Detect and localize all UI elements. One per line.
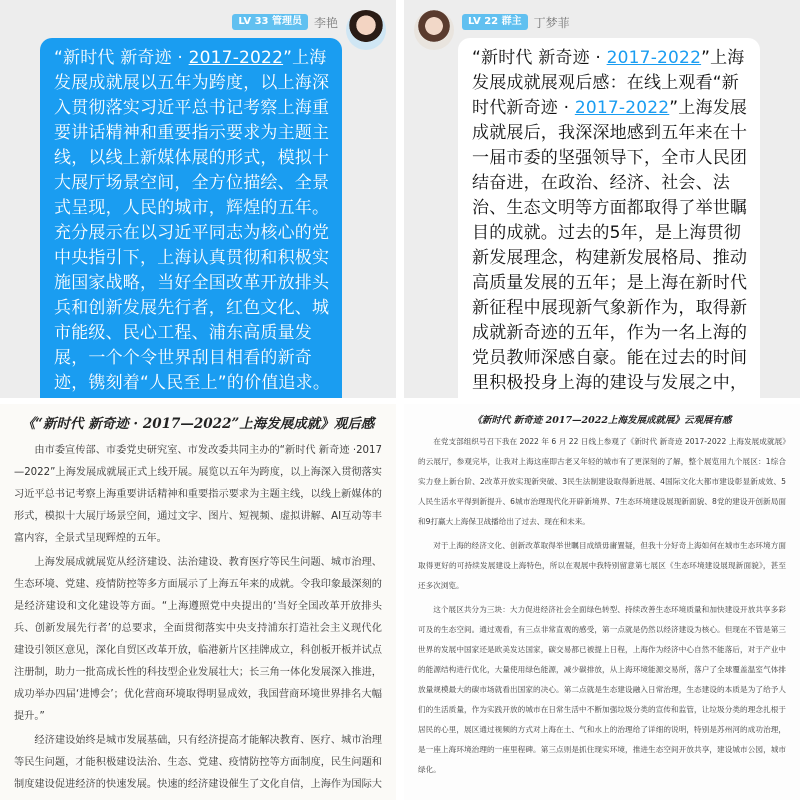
chat-panel-right bbox=[404, 0, 800, 398]
paragraph: 在党支部组织号召下我在 2022 年 6 月 22 日线上参观了《新时代 新奇迹 2017-2022 上海发展成就展》的云展厅，参观完毕，让我对上海这座即古老又年轻的城市有了更深刻的了解，整个展览用九个展区：1综合实力登上新台阶、2改革开放实现新突破、3民生法制建设取得新进展、4国际文化大都市建设彰显新成效、5人民生活水平得到新提升、6城市治理现代化开辟新境界、7生态环境建设展现新面貌、8党的建设开创新局面和9打赢大上海保卫战播给出了过去、现在和未来。 bbox=[418, 437, 786, 526]
message-bubble[interactable] bbox=[458, 38, 760, 398]
avatar[interactable] bbox=[346, 10, 386, 50]
document-body bbox=[0, 440, 396, 800]
document-left bbox=[0, 404, 396, 800]
message-link[interactable]: 2017-2022 bbox=[188, 48, 284, 68]
document-right bbox=[404, 404, 800, 800]
sender-name: 李艳 bbox=[313, 15, 338, 30]
paragraph: 这个展区共分为三块：大力促进经济社会全面绿色转型、持续改善生态环境质量和加快建设开放共享多彩可及的生态空间。通过观看，有三点非常直观的感受，第一点就是仍然以经济建设为核心。但现在不管是第三世界的发展中国家还是欧美发达国家，碳交易都已被提上日程，上海作为经济中心自然不能落后，对于产业中的能源结构进行优化，大量使用绿色能源，减少碳排放，从上海环境能源交易所，落户了全球覆盖温室气体排放量规模最大的碳市场就看出国家的决心。第二点就是生态建设融入日常治理，生态建设的本质是为了给予人们的生活质量，作为实践开放的城市在日常生活中不断加强垃圾分类的宣传和监管，让垃圾分类的理念扎根于居民的心里，展区通过视频的方式对上海在土、气和水上的治理给了详细的说明，特别是苏州河的成功治理，是一座上海环境治理的一座里程碑。第三点则是抓住现实环境，推进生态空间开放共享，建设城市公园，城市绿化。 bbox=[418, 605, 786, 774]
message-link[interactable]: 2017-2022 bbox=[606, 48, 702, 68]
message-text: “新时代 新奇迹 · 2017-2022”上海发展成就展以五年为跨度，以上海深入贯彻落实习近平总书记考察上海重要讲话精神和重要指示要求为主题主线，以线上新媒体展的形式，模拟十大展厅场景空间，全方位描绘、全景式呈现，人民的城市，辉煌的五年。充分展示在以习近平同志为核心的党中央指引下，上海认真贯彻和积极实施国家战略，当好全国改革开放排头兵和创新发展先行者，红色文化、城市能级、民心工程、浦东高质量发展，一个个令世界刮目相看的新奇迹，镌刻着“人民至上”的价值追求。 bbox=[54, 48, 331, 393]
message-link[interactable]: 2017-2022 bbox=[574, 98, 670, 118]
message-text: “新时代 新奇迹 · 2017-2022”上海发展成就展观后感：在线上观看“新时代新奇迹 · 2017-2022”上海发展成就展后，我深深地感到五年来在十一届市委的坚强领导下，全市人民团结奋进，在政治、经济、社会、法治、生态文明等方面都取得了举世瞩目的成就。过去的5年，是上海贯彻新发展理念，构建新发展格局、推动高质量发展的五年；是上海在新时代新征程中展现新气象新作为，取得新成就新奇迹的五年，作为一名上海的党员教师深感自豪。能在过去的时间里积极投身上海的建设与发展之中， bbox=[472, 48, 748, 393]
document-body bbox=[404, 432, 800, 780]
level-badge: LV 22 群主 bbox=[462, 14, 528, 30]
paragraph: 由市委宣传部、市委党史研究室、市发改委共同主办的“新时代 新奇迹 ·2017—2022”上海发展成就展正式上线开展。展览以五年为跨度，以上海深入贯彻落实习近平总书记考察上海重要讲话精神和重要指示要求为主题主线，以线上新媒体的形式，模拟十大展厅场景空间，通过文字、图片、短视频、虚拟讲解、AI互动等丰富内容，全景式呈现辉煌的五年。 bbox=[14, 445, 382, 544]
paragraph: 上海发展成就展览从经济建设、法治建设、教育医疗等民生问题、城市治理、生态环境、党建、疫情防控等多方面展示了上海五年来的成就。令我印象最深刻的是经济建设和文化建设等方面。“上海遵照党中央提出的‘当好全国改革开放排头兵、创新发展先行者’的总要求，全面贯彻落实中央支持浦东打造社会主义现代化建设引领区意见，深化自贸区改革开放，临港新片区挂牌成立，科创板开板并试点注册制，助力一批高成长性的科技型企业发展壮大；长三角一体化发展深入推进，成功举办四届‘进博会’；优化营商环境取得明显成效，我国营商环境世界排名大幅提升。” bbox=[14, 557, 382, 722]
sender-info bbox=[462, 12, 570, 32]
avatar[interactable] bbox=[414, 10, 454, 50]
paragraph: 经济建设始终是城市发展基础，只有经济提高才能解决教育、医疗、城市治理等民生问题，才能积极建设法治、生态、党建、疫情防控等方面制度，民生问题和制度建设促进经济的快速发展。快速的经济建设催生了文化自信，上海作为国际大 bbox=[14, 735, 382, 790]
level-badge: LV 33 管理员 bbox=[232, 14, 308, 30]
sender-name: 丁梦菲 bbox=[533, 15, 570, 30]
document-title: 《“新时代 新奇迹 · 2017—2022”上海发展成就》观后感 bbox=[21, 416, 375, 432]
chat-panel-left bbox=[0, 0, 396, 398]
paragraph: 对于上海的经济文化、创新改革取得举世瞩目成绩毋庸置疑，但我十分好奇上海如何在城市生态环境方面取得更好的可持续发展建设上海特色，所以在观展中我特别留意第七展区《生态环境建设展现新面貌》，甚至还多次浏览。 bbox=[418, 541, 786, 590]
document-title: 《新时代 新奇迹 2017—2022上海发展成就展》云观展有感 bbox=[472, 415, 732, 426]
sender-info bbox=[232, 12, 338, 32]
message-bubble[interactable] bbox=[40, 38, 342, 398]
